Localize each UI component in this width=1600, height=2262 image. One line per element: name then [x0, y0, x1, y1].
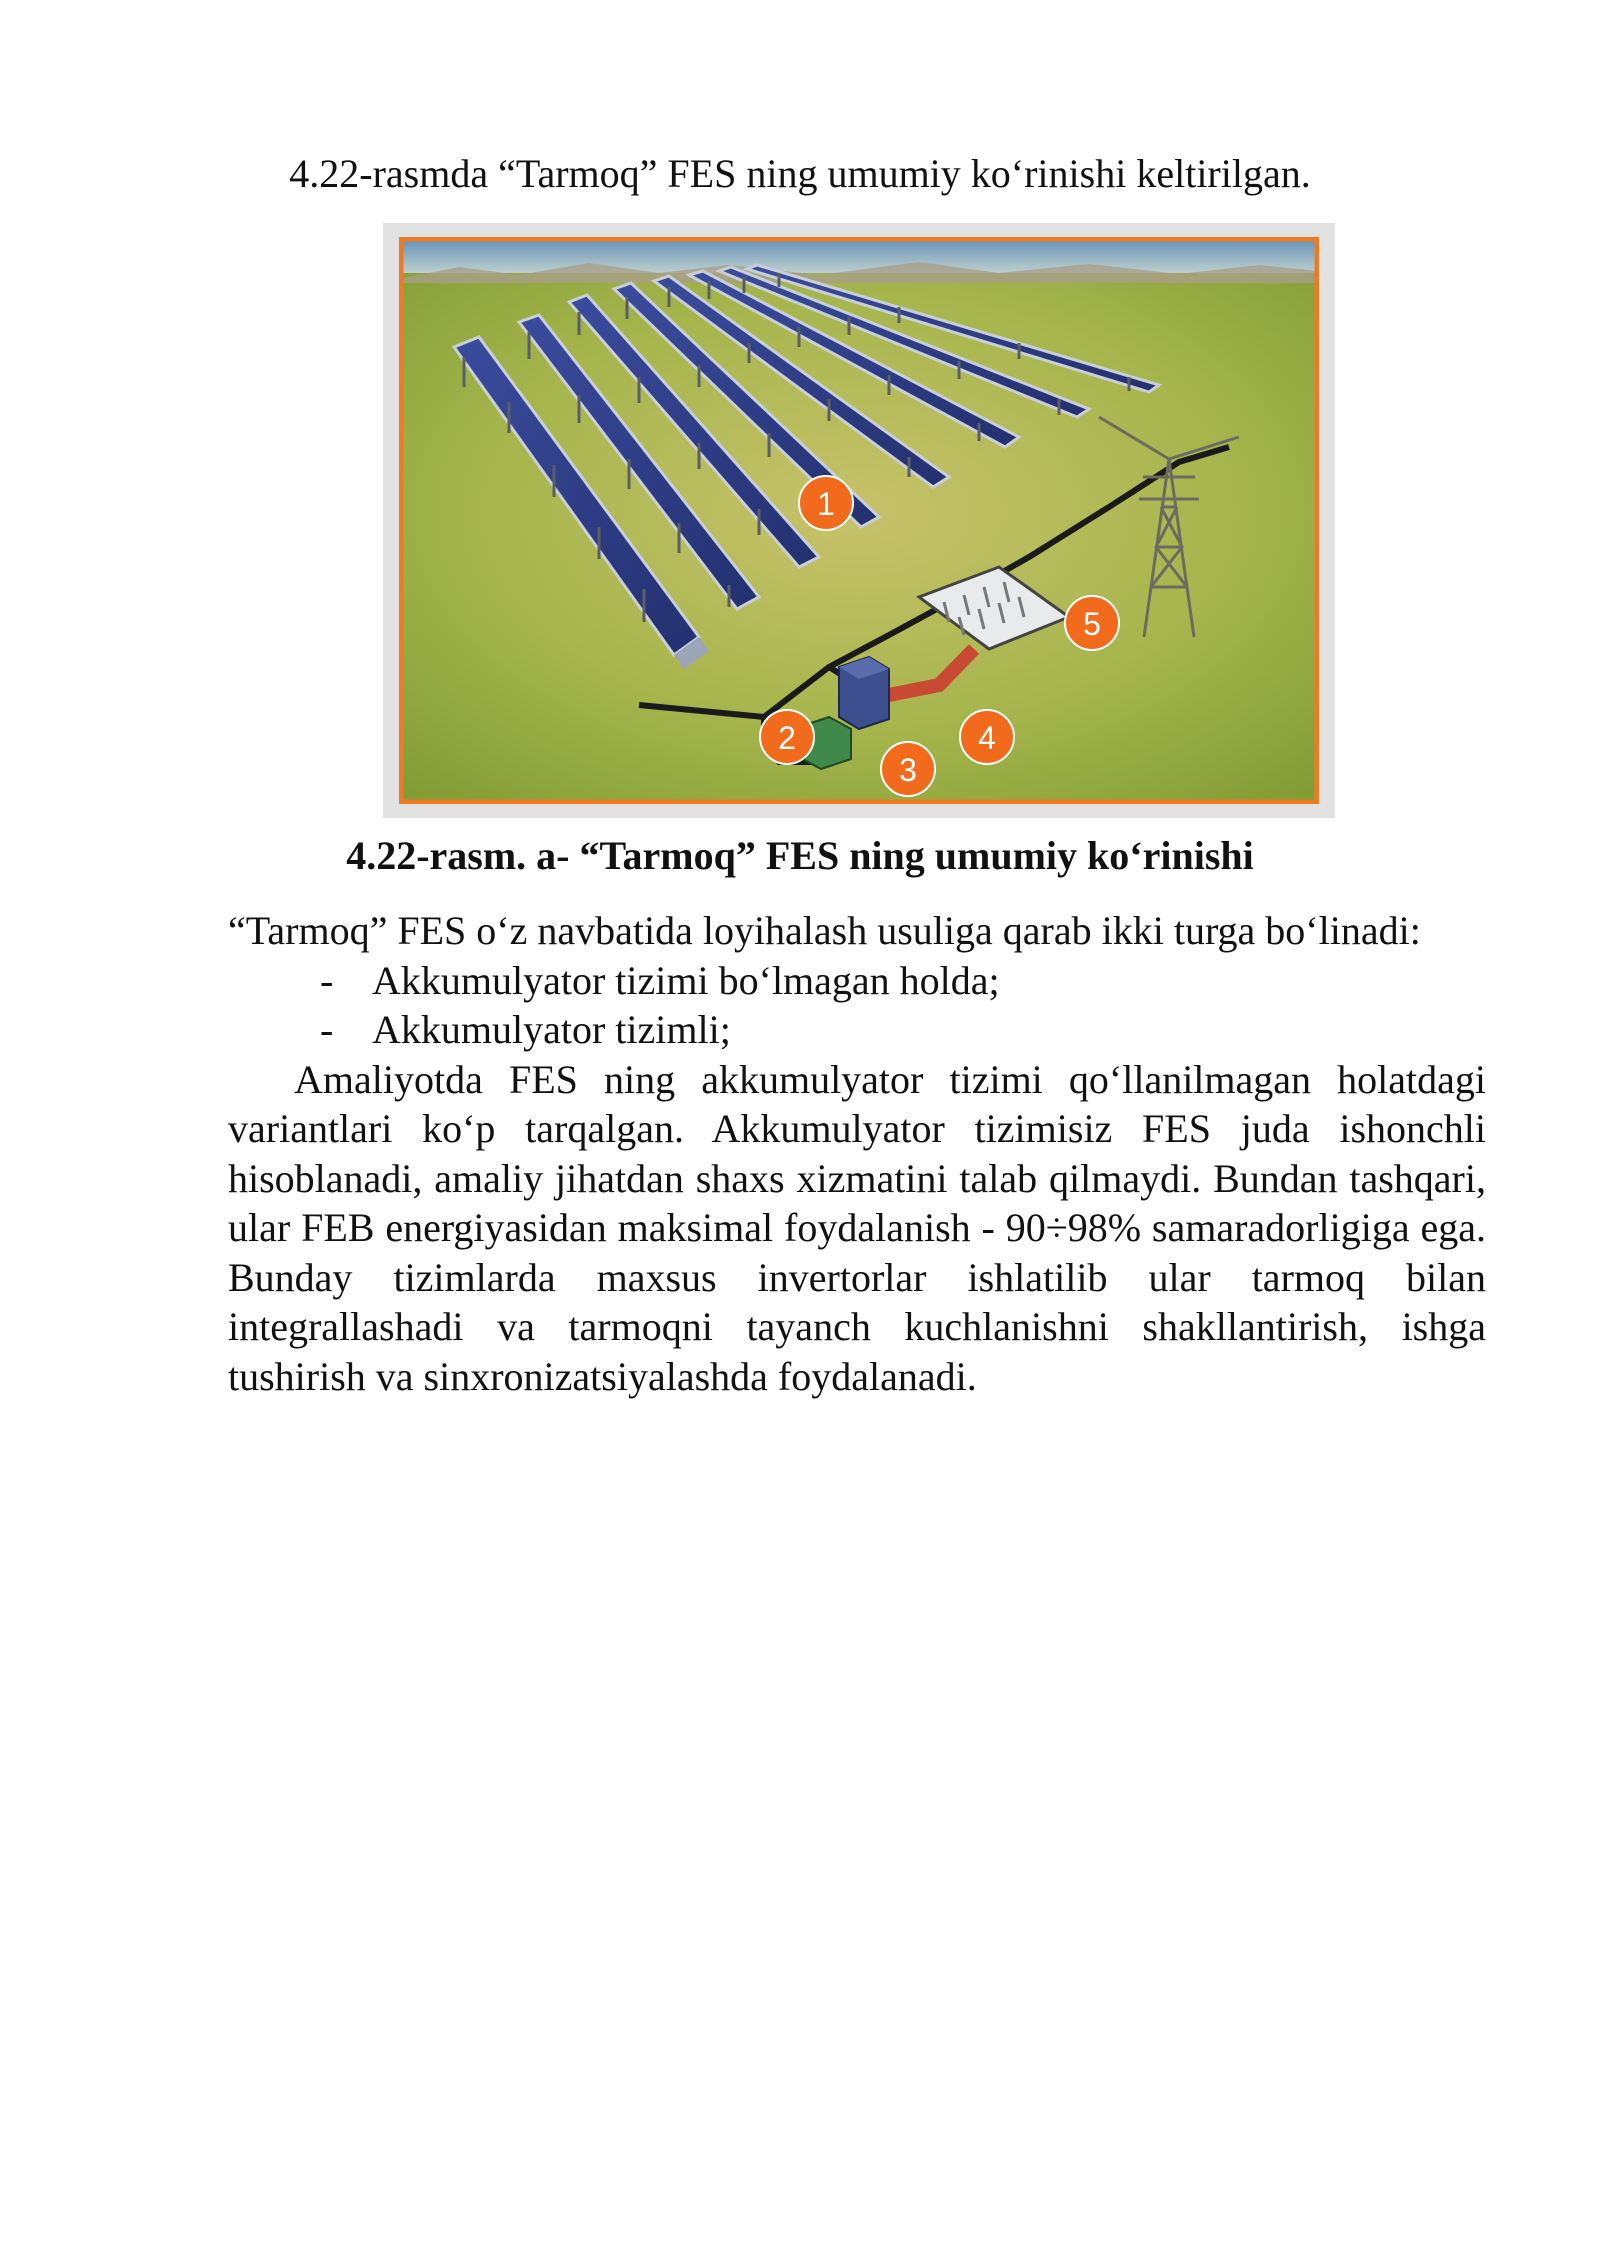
inverter-cabinet	[839, 657, 889, 729]
paragraph-1: “Tarmoq” FES o‘z navbatida loyihalash usuliga qarab ikki turga bo‘linadi:	[228, 908, 1421, 953]
solar-plant-illustration	[399, 237, 1319, 804]
marker-3-label: 3	[899, 752, 917, 788]
solar-plant-figure	[383, 223, 1335, 818]
marker-2-label: 2	[778, 720, 796, 756]
marker-5	[1065, 596, 1119, 650]
marker-4-label: 4	[978, 720, 996, 756]
body-text	[228, 906, 1486, 1401]
intro-line: 4.22-rasmda “Tarmoq” FES ning umumiy ko‘rinishi keltirilgan.	[289, 151, 1311, 196]
list-item-text: Akkumulyator tizimi bo‘lmagan holda;	[372, 957, 1000, 1003]
paragraph-2: Amaliyotda FES ning akkumulyator tizimi qo‘llanilmagan holatdagi variantlari ko‘p tarqalgan. Akkumulyator tizimisiz FES juda ishonchli hisoblanadi, amaliy jihatdan shaxs xizmatini talab qilmaydi. Bundan tashqari, ular FEB energiyasidan maksimal foydalanish - 90÷98% samaradorligiga ega. Bunday tizimlarda maxsus invertorlar ishlatilib ular tarmoq bilan integrallashadi va tarmoqni tayanch kuchlanishni shakllantirish, ishga tushirish va sinxronizatsiyalashda foydalanadi.	[228, 1056, 1486, 1399]
list-dash: -	[320, 1007, 334, 1052]
list-dash: -	[320, 957, 334, 1003]
marker-2	[760, 710, 814, 764]
list-item	[228, 956, 1486, 1006]
marker-1	[799, 476, 853, 530]
figure-caption: 4.22-rasm. a- “Tarmoq” FES ning umumiy ko‘rinishi	[346, 833, 1254, 878]
list-item-text: Akkumulyator tizimli;	[372, 1007, 731, 1052]
marker-1-label: 1	[817, 486, 835, 522]
list-item	[228, 1005, 1486, 1055]
marker-5-label: 5	[1083, 606, 1101, 642]
marker-4	[960, 710, 1014, 764]
marker-3	[881, 742, 935, 796]
